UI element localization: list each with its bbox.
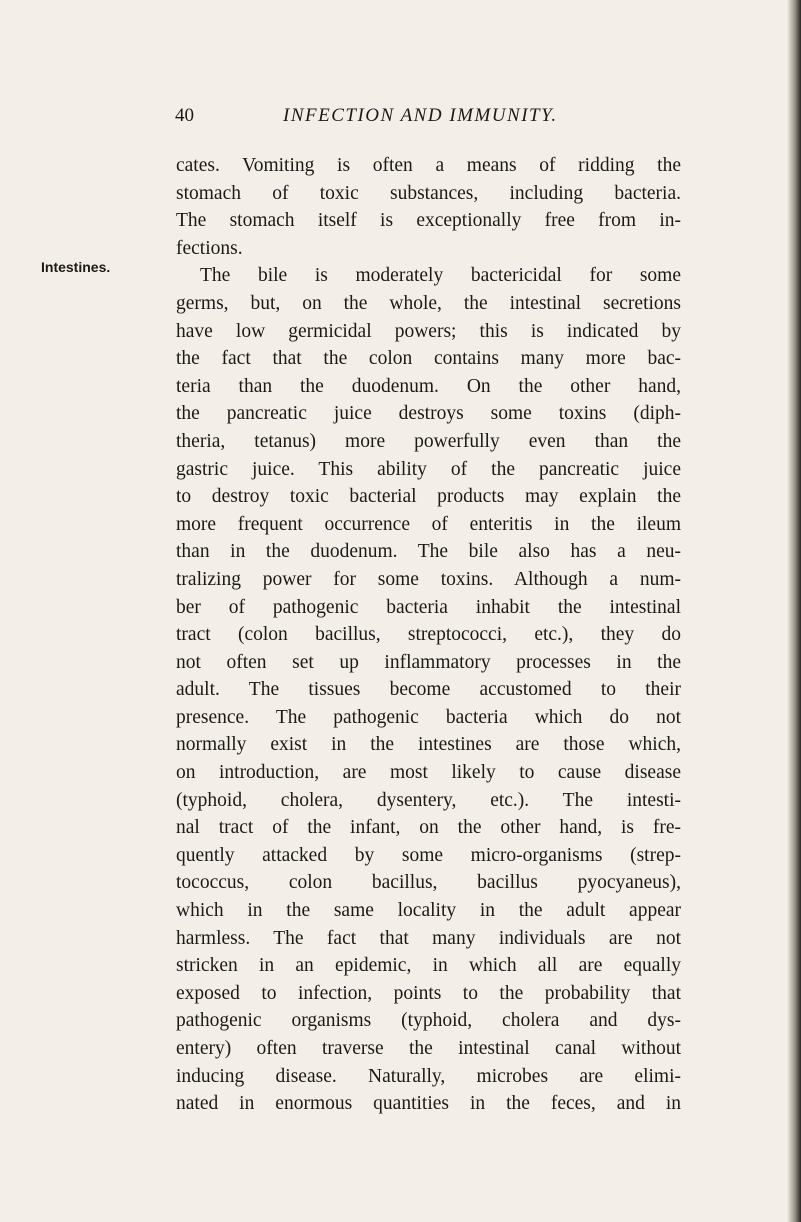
text-line: stomach of toxic substances, including bacteria. [176,182,681,204]
text-line: entery) often traverse the intestinal canal without [176,1038,681,1059]
text-line: exposed to infection, points to the probability that [176,982,681,1004]
text-line: nated in enormous quantities in the feces, and in [176,1093,681,1115]
text-line: ber of pathogenic bacteria inhabit the intestinal [176,596,681,618]
running-title: INFECTION AND IMMUNITY. [283,105,558,126]
text-line: inducing disease. Naturally, microbes are elimi- [176,1065,681,1087]
body-text [176,152,681,1118]
text-line: pathogenic organisms (typhoid, cholera and dys- [176,1010,681,1032]
text-line: cates. Vomiting is often a means of ridding the [176,155,681,176]
text-line: to destroy toxic bacterial products may explain the [176,486,681,508]
text-line: germs, but, on the whole, the intestinal secretions [176,292,681,314]
text-line: (typhoid, cholera, dysentery, etc.). The intesti- [176,789,681,811]
text-line: The bile is moderately bactericidal for some [200,265,681,287]
text-line: which in the same locality in the adult appear [176,900,681,922]
text-line: have low germicidal powers; this is indicated by [176,320,681,342]
text-line: normally exist in the intestines are those which, [176,734,681,756]
text-line: teria than the duodenum. On the other hand, [176,375,681,397]
text-line: gastric juice. This ability of the pancreatic juice [176,458,681,480]
text-line: The stomach itself is exceptionally free from in- [176,210,681,232]
text-line: tract (colon bacillus, streptococci, etc.), they do [176,624,681,646]
text-line: more frequent occurrence of enteritis in the ileum [176,513,681,535]
text-line: tralizing power for some toxins. Although a num- [176,568,681,590]
text-line: fections. [176,237,243,259]
page-number: 40 [175,105,194,126]
text-line: stricken in an epidemic, in which all are equally [176,955,681,977]
text-line: than in the duodenum. The bile also has a neu- [176,541,681,563]
text-line: nal tract of the infant, on the other hand, is fre- [176,817,681,839]
page-header [0,105,801,131]
text-line: tococcus, colon bacillus, bacillus pyocyaneus), [176,872,681,894]
text-line: presence. The pathogenic bacteria which do not [176,706,681,728]
text-line: on introduction, are most likely to cause disease [176,762,681,784]
page-spine-shadow [787,0,801,1222]
text-line: quently attacked by some micro-organisms (strep- [176,844,681,866]
text-line: the pancreatic juice destroys some toxins (diph- [176,403,681,425]
text-line: the fact that the colon contains many more bac- [176,348,681,370]
text-line: theria, tetanus) more powerfully even than the [176,430,681,452]
text-line: harmless. The fact that many individuals are not [176,927,681,949]
text-line: not often set up inflammatory processes in the [176,651,681,673]
text-line: adult. The tissues become accustomed to their [176,679,681,701]
margin-note-intestines: Intestines. [41,259,111,275]
